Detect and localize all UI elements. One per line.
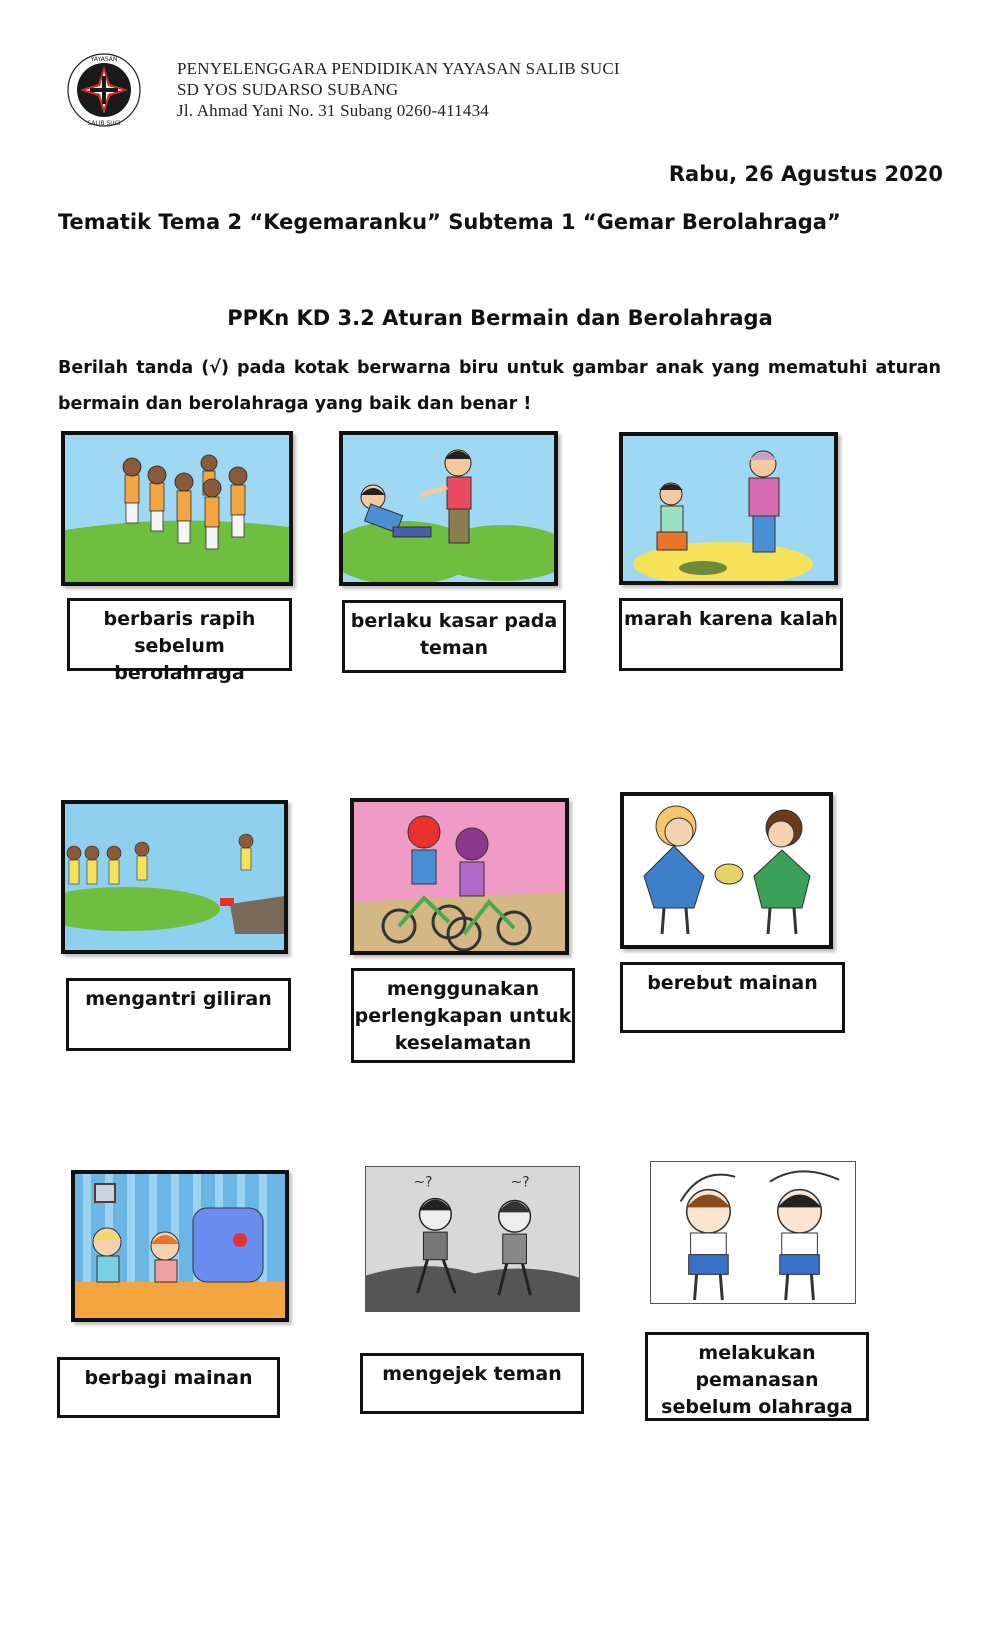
svg-text:~?: ~? — [413, 1174, 433, 1191]
school-header — [177, 58, 620, 121]
header-line-2: SD YOS SUDARSO SUBANG — [177, 80, 399, 99]
svg-text:YAYASAN: YAYASAN — [90, 56, 118, 63]
theme-title: Tematik Tema 2 “Kegemaranku” Subtema 1 “Gemar Berolahraga” — [58, 210, 841, 234]
mocking-friend-image — [365, 1166, 580, 1312]
angry-losing-image — [619, 432, 838, 585]
item-label-6: berebut mainan — [620, 962, 845, 1033]
item-label-1: berbaris rapih sebelum berolahraga — [67, 598, 292, 671]
helmet-cycling-image — [350, 798, 569, 955]
worksheet-date: Rabu, 26 Agustus 2020 — [668, 162, 943, 186]
item-label-4: mengantri giliran — [66, 978, 291, 1051]
item-label-9: melakukan pemanasan sebelum olahraga — [645, 1332, 869, 1421]
item-label-5: menggunakan perlengkapan untuk keselamatan — [351, 968, 575, 1063]
child-pushing-friend-image — [339, 431, 558, 586]
item-label-8: mengejek teman — [360, 1353, 584, 1414]
sharing-toys-image — [71, 1170, 289, 1322]
warming-up-image — [650, 1161, 856, 1304]
item-label-3: marah karena kalah — [619, 598, 843, 671]
svg-text:~?: ~? — [510, 1174, 530, 1191]
instruction-text: Berilah tanda (√) pada kotak berwarna biru untuk gambar anak yang mematuhi aturan bermain dan berolahraga yang baik dan benar ! — [58, 358, 941, 414]
queue-turn-image — [61, 800, 288, 954]
item-label-2: berlaku kasar pada teman — [342, 600, 566, 673]
fighting-over-toy-image — [620, 792, 833, 949]
children-lining-up-image — [61, 431, 293, 586]
header-line-3: Jl. Ahmad Yani No. 31 Subang 0260-411434 — [177, 101, 489, 120]
subject-title: PPKn KD 3.2 Aturan Bermain dan Berolahraga — [227, 306, 773, 330]
header-line-1: PENYELENGGARA PENDIDIKAN YAYASAN SALIB SUCI — [177, 59, 620, 78]
item-label-7: berbagi mainan — [57, 1357, 280, 1418]
yayasan-logo-icon — [66, 52, 142, 128]
svg-text:SALIB SUCI: SALIB SUCI — [87, 120, 121, 127]
